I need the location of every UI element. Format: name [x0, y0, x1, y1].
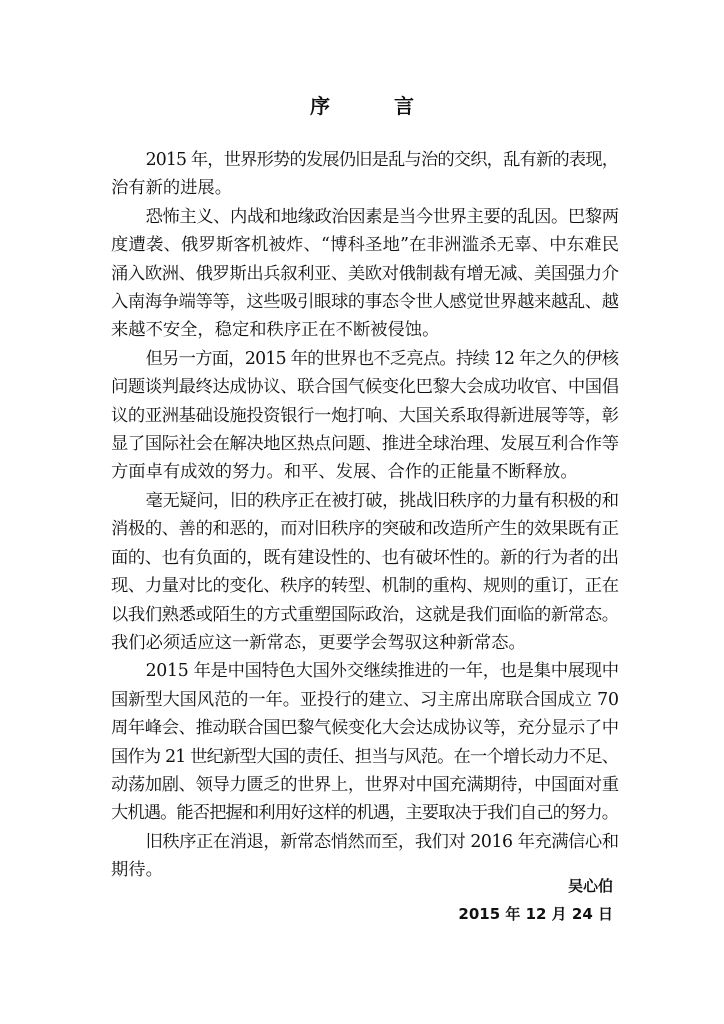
page-title: 序 言: [310, 94, 436, 118]
paragraph-line: 周年峰会、推动联合国巴黎气候变化大会达成协议等，充分显示了中: [111, 718, 619, 739]
paragraph: [111, 203, 619, 345]
paragraph-line: 方面卓有成效的努力。和平、发展、合作的正能量不断释放。: [111, 462, 578, 483]
paragraph-line: 我们必须适应这一新常态，更要学会驾驭这种新常态。: [111, 632, 526, 653]
signature-block: [458, 872, 613, 928]
document-body: [111, 146, 619, 885]
signature-date: 2015 年 12 月 24 日: [458, 905, 613, 923]
paragraph-line: 以我们熟悉或陌生的方式重塑国际政治，这就是我们面临的新常态。: [111, 604, 619, 625]
paragraph-line: 涌入欧洲、俄罗斯出兵叙利亚、美欧对俄制裁有增无减、美国强力介: [111, 263, 619, 284]
author-name: [458, 872, 614, 900]
paragraph-line: 面的、也有负面的，既有建设性的、也有破坏性的。新的行为者的出: [111, 547, 619, 568]
paragraph-line: 毫无疑问，旧的秩序正在被打破，挑战旧秩序的力量有积极的和: [145, 490, 619, 511]
paragraph-line: 但另一方面，2015 年的世界也不乏亮点。持续 12 年之久的伊核: [145, 348, 619, 369]
paragraph-line: 消极的、善的和恶的，而对旧秩序的突破和改造所产生的效果既有正: [111, 519, 619, 540]
paragraph: [111, 657, 619, 827]
paragraph-line: 2015 年是中国特色大国外交继续推进的一年，也是集中展现中: [145, 661, 619, 682]
author-name-text: 吴心伯: [567, 877, 613, 895]
paragraph-line: 国作为 21 世纪新型大国的责任、担当与风范。在一个增长动力不足、: [111, 746, 619, 767]
paragraph-line: 2015 年，世界形势的发展仍旧是乱与治的交织，乱有新的表现，: [145, 150, 619, 170]
paragraph-line: 议的亚洲基础设施投资银行一炮打响、大国关系取得新进展等等，彰: [111, 405, 619, 426]
paragraph: [111, 146, 619, 203]
paragraph: [111, 487, 619, 657]
paragraph-line: 问题谈判最终达成协议、联合国气候变化巴黎大会成功收官、中国倡: [111, 377, 619, 398]
paragraph-line: 治有新的进展。: [111, 178, 232, 199]
paragraph-line: 动荡加剧、领导力匮乏的世界上，世界对中国充满期待，中国面对重: [111, 774, 619, 795]
paragraph-line: 旧秩序正在消退，新常态悄然而至，我们对 2016 年充满信心和: [145, 831, 619, 852]
paragraph-line: 显了国际社会在解决地区热点问题、推进全球治理、发展互利合作等: [111, 434, 619, 455]
paragraph-line: 来越不安全，稳定和秩序正在不断被侵蚀。: [111, 320, 440, 341]
paragraph-line: 大机遇。能否把握和利用好这样的机遇，主要取决于我们自己的努力。: [111, 803, 619, 824]
paragraph-line: 度遭袭、俄罗斯客机被炸、“博科圣地”在非洲滥杀无辜、中东难民: [111, 235, 620, 256]
paragraph-line: 期待。: [111, 860, 163, 881]
paragraph: [111, 345, 619, 487]
paragraph-line: 现、力量对比的变化、秩序的转型、机制的重构、规则的重订，正在: [111, 576, 619, 597]
paragraph-line: 国新型大国风范的一年。亚投行的建立、习主席出席联合国成立 70: [111, 689, 619, 710]
paragraph-line: 入南海争端等等，这些吸引眼球的事态令世人感觉世界越来越乱、越: [111, 292, 619, 313]
paragraph-line: 恐怖主义、内战和地缘政治因素是当今世界主要的乱因。巴黎两: [145, 206, 619, 227]
